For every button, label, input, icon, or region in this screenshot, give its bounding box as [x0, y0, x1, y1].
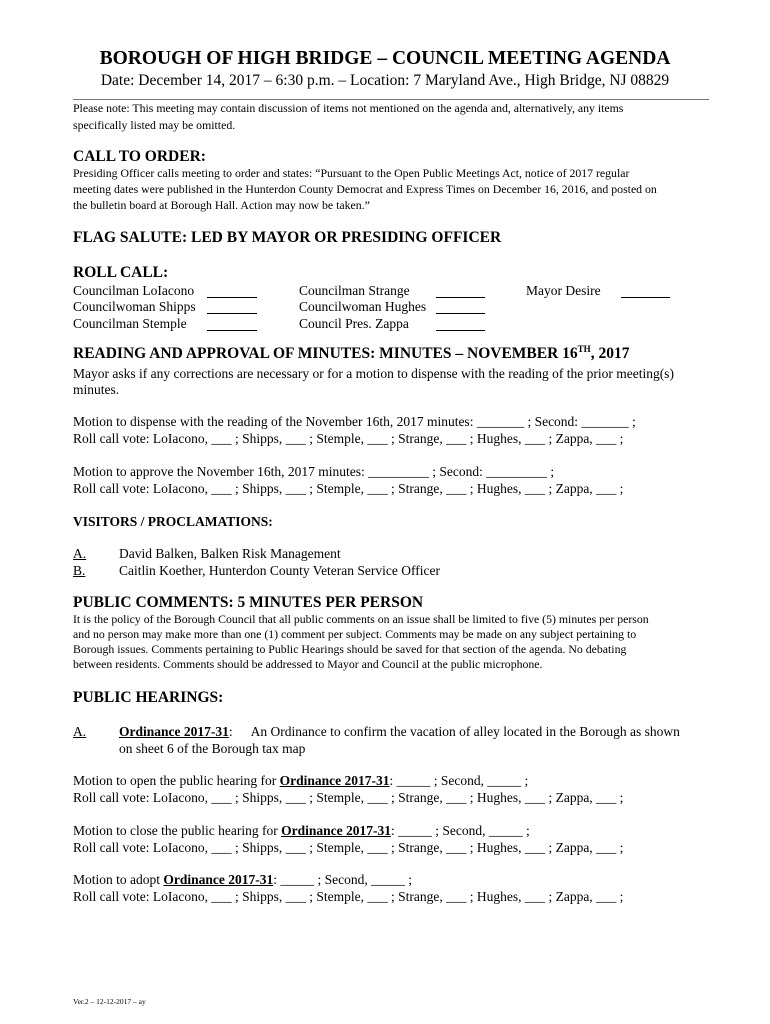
ordinance-ref: Ordinance 2017-31 [281, 823, 391, 838]
roll-call-blank [436, 329, 485, 331]
call-to-order-line-1: Presiding Officer calls meeting to order and states: “Pursuant to the Open Public Meetings Act, notice of 2017 regular [73, 166, 630, 180]
public-comments-line-2: and no person may make more than one (1) comment per subject. Comments may be made on any subject pertaining to [73, 627, 637, 641]
hearing-item: Ordinance 2017-31: An Ordinance to confirm the vacation of alley located in the Borough as shown [119, 724, 680, 739]
roll-call-member: Councilman Stemple [73, 316, 187, 331]
motion-dispense: Motion to dispense with the reading of the November 16th, 2017 minutes: _______ ; Second: _______ ; [73, 414, 636, 429]
roll-call-member: Councilwoman Shipps [73, 299, 196, 314]
public-comments-heading: PUBLIC COMMENTS: 5 MINUTES PER PERSON [73, 594, 424, 611]
version-footer: Ver.2 – 12-12-2017 – ay [73, 997, 146, 1006]
hearing-item-line-2: on sheet 6 of the Borough tax map [119, 741, 306, 756]
minutes-line-1: Mayor asks if any corrections are necessary or for a motion to dispense with the reading of the prior meeting(s) [73, 366, 674, 381]
visitor-name: David Balken, Balken Risk Management [119, 546, 341, 561]
visitor-letter: A. [73, 546, 87, 561]
visitors-heading: VISITORS / PROCLAMATIONS: [73, 514, 273, 529]
minutes-line-2: minutes. [73, 382, 120, 397]
roll-call-blank [207, 312, 257, 314]
roll-call-heading: ROLL CALL: [73, 264, 169, 281]
roll-call-member: Councilman LoIacono [73, 283, 195, 298]
public-comments-line-1: It is the policy of the Borough Council that all public comments on an issue shall be limited to five (5) minutes per person [73, 612, 649, 626]
motion-open-hearing: Motion to open the public hearing for Ordinance 2017-31: _____ ; Second, _____ ; [73, 773, 529, 788]
roll-call-vote: Roll call vote: LoIacono, ___ ; Shipps, ___ ; Stemple, ___ ; Strange, ___ ; Hughes, ___ ; Zappa, ___ ; [73, 431, 624, 446]
roll-call-blank [207, 296, 257, 298]
ordinance-ref: Ordinance 2017-31 [119, 724, 229, 739]
meeting-details: Date: December 14, 2017 – 6:30 p.m. – Location: 7 Maryland Ave., High Bridge, NJ 08829 [100, 72, 670, 89]
roll-call-member: Councilwoman Hughes [299, 299, 427, 314]
visitor-letter: B. [73, 563, 86, 578]
call-to-order-heading: CALL TO ORDER: [73, 148, 206, 165]
roll-call-blank [207, 329, 257, 331]
roll-call-blank [621, 296, 670, 298]
motion-close-hearing: Motion to close the public hearing for Ordinance 2017-31: _____ ; Second, _____ ; [73, 823, 530, 838]
flag-salute-heading: FLAG SALUTE: LED BY MAYOR OR PRESIDING OFFICER [73, 229, 502, 246]
note-line-1: Please note: This meeting may contain discussion of items not mentioned on the agenda and, alternatively, any items [73, 101, 624, 115]
call-to-order-line-3: the bulletin board at Borough Hall. Action may now be taken.” [73, 198, 370, 212]
roll-call-blank [436, 312, 485, 314]
public-hearings-heading: PUBLIC HEARINGS: [73, 689, 224, 706]
roll-call-vote: Roll call vote: LoIacono, ___ ; Shipps, ___ ; Stemple, ___ ; Strange, ___ ; Hughes, ___ ; Zappa, ___ ; [73, 481, 624, 496]
motion-approve: Motion to approve the November 16th, 2017 minutes: _________ ; Second: _________ ; [73, 464, 555, 479]
roll-call-vote: Roll call vote: LoIacono, ___ ; Shipps, ___ ; Stemple, ___ ; Strange, ___ ; Hughes, ___ ; Zappa, ___ ; [73, 889, 624, 904]
ordinance-ref: Ordinance 2017-31 [279, 773, 390, 788]
hearing-letter: A. [73, 724, 87, 739]
motion-adopt: Motion to adopt Ordinance 2017-31: _____ ; Second, _____ ; [73, 872, 412, 887]
roll-call-vote: Roll call vote: LoIacono, ___ ; Shipps, ___ ; Stemple, ___ ; Strange, ___ ; Hughes, ___ ; Zappa, ___ ; [73, 790, 624, 805]
roll-call-member: Mayor Desire [526, 283, 601, 298]
call-to-order-line-2: meeting dates were published in the Hunterdon County Democrat and Express Times on December 16, 2016, and posted on [73, 182, 657, 196]
roll-call-member: Council Pres. Zappa [299, 316, 409, 331]
visitor-name: Caitlin Koether, Hunterdon County Veteran Service Officer [119, 563, 440, 578]
roll-call-vote: Roll call vote: LoIacono, ___ ; Shipps, ___ ; Stemple, ___ ; Strange, ___ ; Hughes, ___ ; Zappa, ___ ; [73, 840, 624, 855]
public-comments-line-3: Borough issues. Comments pertaining to Public Hearings should be saved for that section of the agenda. No debating [73, 642, 627, 656]
roll-call-member: Councilman Strange [299, 283, 410, 298]
ordinance-ref: Ordinance 2017-31 [163, 872, 274, 887]
roll-call-blank [436, 296, 485, 298]
minutes-heading: READING AND APPROVAL OF MINUTES: MINUTES – NOVEMBER 16TH, 2017 [73, 344, 630, 362]
page-title: BOROUGH OF HIGH BRIDGE – COUNCIL MEETING AGENDA [99, 48, 671, 69]
note-line-2: specifically listed may be omitted. [73, 118, 236, 132]
public-comments-line-4: between residents. Comments should be addressed to Mayor and Council at the public microphone. [73, 657, 543, 671]
